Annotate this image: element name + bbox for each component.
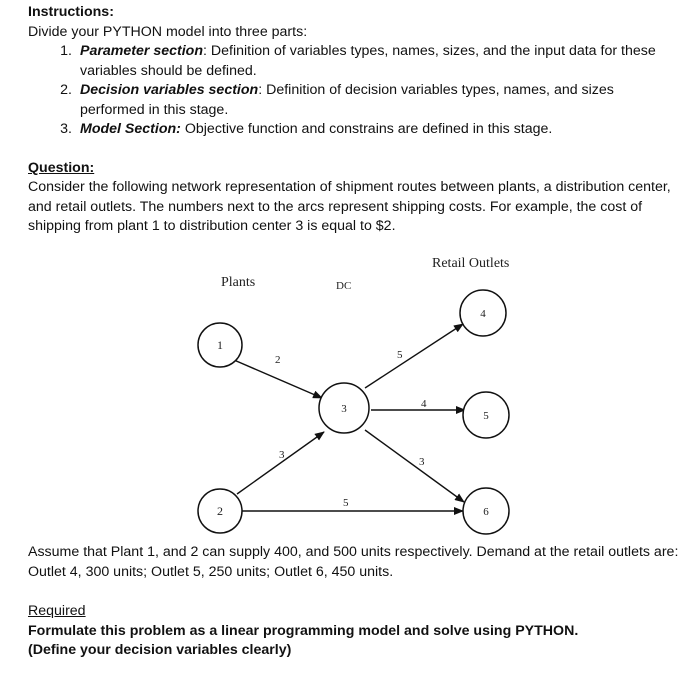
item-number: 1. [60, 43, 72, 59]
required-line-2: (Define your decision variables clearly) [28, 642, 292, 658]
instructions-intro: Divide your PYTHON model into three parts: [28, 24, 308, 40]
arc-2-3 [237, 432, 324, 494]
cost-label-2-6: 5 [343, 497, 349, 509]
cost-label-3-4: 5 [397, 349, 403, 361]
item-number: 2. [60, 82, 72, 98]
node-6-label: 6 [483, 506, 489, 518]
instructions-heading: Instructions: [28, 4, 114, 20]
arc-3-6 [365, 430, 464, 502]
node-1 [198, 323, 242, 367]
node-4-label: 4 [480, 308, 486, 320]
cost-label-2-3: 3 [279, 449, 285, 461]
required-line-1: Formulate this problem as a linear programming model and solve using PYTHON. [28, 623, 579, 639]
item-number: 3. [60, 121, 72, 137]
instruction-item-1 [28, 42, 688, 81]
arc-3-4 [365, 324, 463, 388]
outlets-label: Retail Outlets [432, 256, 510, 271]
cost-label-3-5: 4 [421, 398, 427, 410]
item-title: Decision variables section [80, 82, 259, 98]
item-text: : Definition of variables types, names, sizes, and the input data for these variables should be defined. [80, 43, 656, 79]
node-2-label: 2 [217, 504, 223, 518]
node-5-label: 5 [483, 410, 489, 422]
item-title: Parameter section [80, 43, 204, 59]
cost-label-3-6: 3 [419, 456, 425, 468]
instruction-item-3 [28, 120, 688, 140]
instruction-list [28, 42, 688, 140]
node-2 [198, 489, 242, 533]
node-4 [460, 290, 506, 336]
network-diagram [185, 252, 525, 542]
plants-label: Plants [221, 275, 256, 290]
question-heading: Question: [28, 160, 95, 176]
node-3 [319, 383, 369, 433]
cost-label-1-3: 2 [275, 354, 281, 366]
node-6 [463, 488, 509, 534]
node-1-label: 1 [217, 338, 223, 352]
dc-label: DC [336, 280, 352, 292]
question-text: Consider the following network representation of shipment routes between plants, a distribution center, and retail outlets. The numbers next to the arcs represent shipping costs. For example, the cost of shipping from plant 1 to distribution center 3 is equal to $2. [28, 179, 671, 234]
item-text: Objective function and constrains are defined in this stage. [180, 121, 553, 137]
node-3-label: 3 [341, 403, 347, 415]
assumption-text: Assume that Plant 1, and 2 can supply 400, and 500 units respectively. Demand at the retail outlets are: Outlet 4, 300 units; Outlet 5, 250 units; Outlet 6, 450 units. [28, 544, 679, 580]
item-text: : Definition of decision variables types, names, and sizes performed in this stage. [80, 82, 614, 118]
required-heading: Required [28, 603, 86, 619]
instruction-item-2 [28, 81, 688, 120]
node-5 [463, 392, 509, 438]
item-title: Model Section: [80, 121, 181, 137]
